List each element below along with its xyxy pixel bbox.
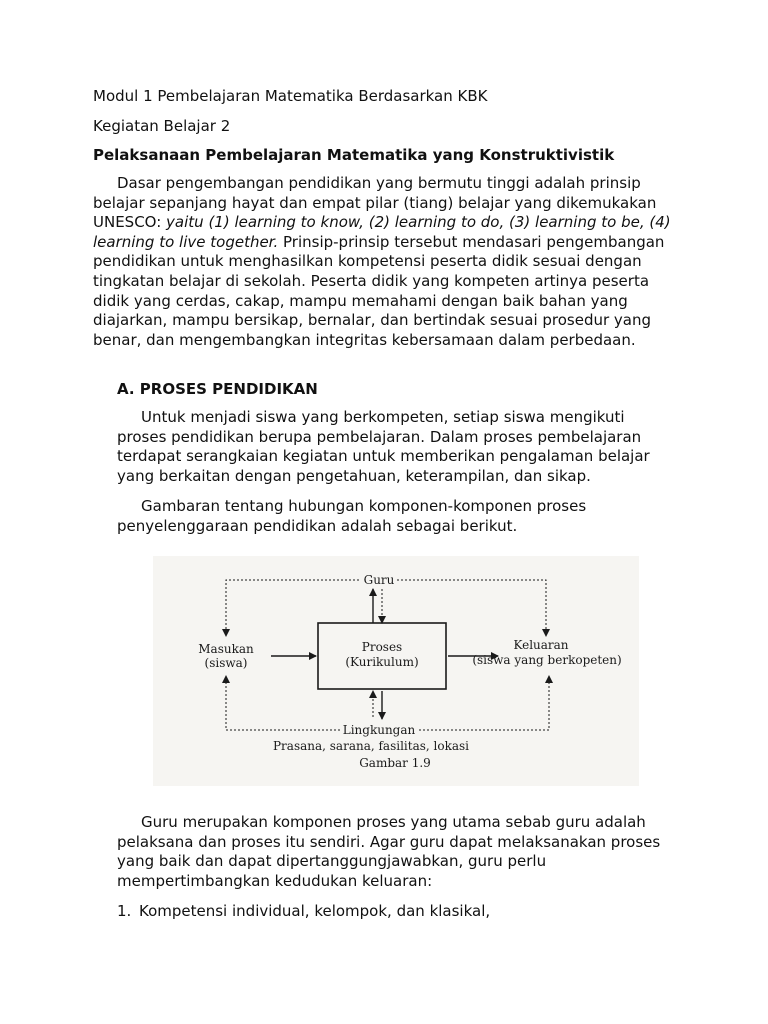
- lingkungan-to-keluaran-connector: [419, 676, 549, 730]
- intro-text-a: Dasar pengembangan pendidikan yang bermutu tinggi adalah prinsip belajar sepanjang hayat dan empat pilar (tiang) belajar yang dikemukakan UNESCO:: [93, 174, 657, 232]
- list-item: [117, 901, 490, 921]
- figure-caption: Gambar 1.9: [359, 756, 431, 770]
- masukan-label: Masukan: [198, 642, 254, 656]
- section-paragraph-3: [117, 813, 677, 891]
- process-diagram: [153, 556, 639, 786]
- section-paragraph-3-text: Guru merupakan komponen proses yang utama sebab guru adalah pelaksana dan proses itu sendiri. Agar guru dapat melaksanakan proses yang baik dan dapat dipertanggungjawabkan, guru perlu mempertimbangkan kedudukan keluaran:: [117, 813, 661, 890]
- guru-to-masukan-connector: [226, 580, 359, 636]
- page-title: Pelaksanaan Pembelajaran Matematika yang Konstruktivistik: [93, 146, 615, 164]
- lingkungan-to-masukan-connector: [226, 676, 340, 730]
- keluaran-sublabel: (siswa yang berkopeten): [472, 653, 622, 667]
- masukan-sublabel: (siswa): [204, 656, 248, 670]
- intro-pillars: yaitu (1) learning to know, (2) learning to do, (3) learning to be, (4) learning to live together.: [93, 213, 671, 251]
- lingkungan-sublabel: Prasana, sarana, fasilitas, lokasi: [272, 739, 470, 753]
- section-heading: A. PROSES PENDIDIKAN: [117, 380, 318, 398]
- guru-to-keluaran-connector: [397, 580, 546, 636]
- section-paragraph-2-text: Gambaran tentang hubungan komponen-komponen proses penyelenggaraan pendidikan adalah sebagai berikut.: [117, 497, 587, 535]
- process-diagram-svg: [153, 556, 639, 786]
- guru-label: Guru: [363, 573, 395, 587]
- list-item-text: Kompetensi individual, kelompok, dan klasikal,: [139, 902, 491, 920]
- intro-paragraph: [93, 174, 683, 350]
- proses-sublabel: (Kurikulum): [345, 655, 419, 669]
- section-paragraph-1-text: Untuk menjadi siswa yang berkompeten, setiap siswa mengikuti proses pendidikan berupa pembelajaran. Dalam proses pembelajaran terdapat serangkaian kegiatan untuk memberikan pengalaman belajar yang berkaitan dengan pengetahuan, keterampilan, dan sikap.: [117, 408, 650, 485]
- keluaran-label: Keluaran: [513, 638, 569, 652]
- lingkungan-label: Lingkungan: [342, 723, 416, 737]
- module-title: Modul 1 Pembelajaran Matematika Berdasarkan KBK: [93, 87, 488, 105]
- section-paragraph-2: [117, 497, 677, 536]
- section-paragraph-1: [117, 408, 677, 486]
- list-item-number: 1.: [117, 902, 132, 920]
- proses-label: Proses: [361, 640, 403, 654]
- intro-text-b: Prinsip-prinsip tersebut mendasari pengembangan pendidikan untuk menghasilkan kompetensi peserta didik sesuai dengan tingkatan belajar di sekolah. Peserta didik yang kompeten artinya peserta didik yang cerdas, cakap, mampu memahami dengan baik bahan yang diajarkan, mampu bersikap, bernalar, dan bertindak sesuai prosedur yang benar, dan mengembangkan integritas kebersamaan dalam perbedaan.: [93, 232, 665, 349]
- activity-title: Kegiatan Belajar 2: [93, 117, 231, 135]
